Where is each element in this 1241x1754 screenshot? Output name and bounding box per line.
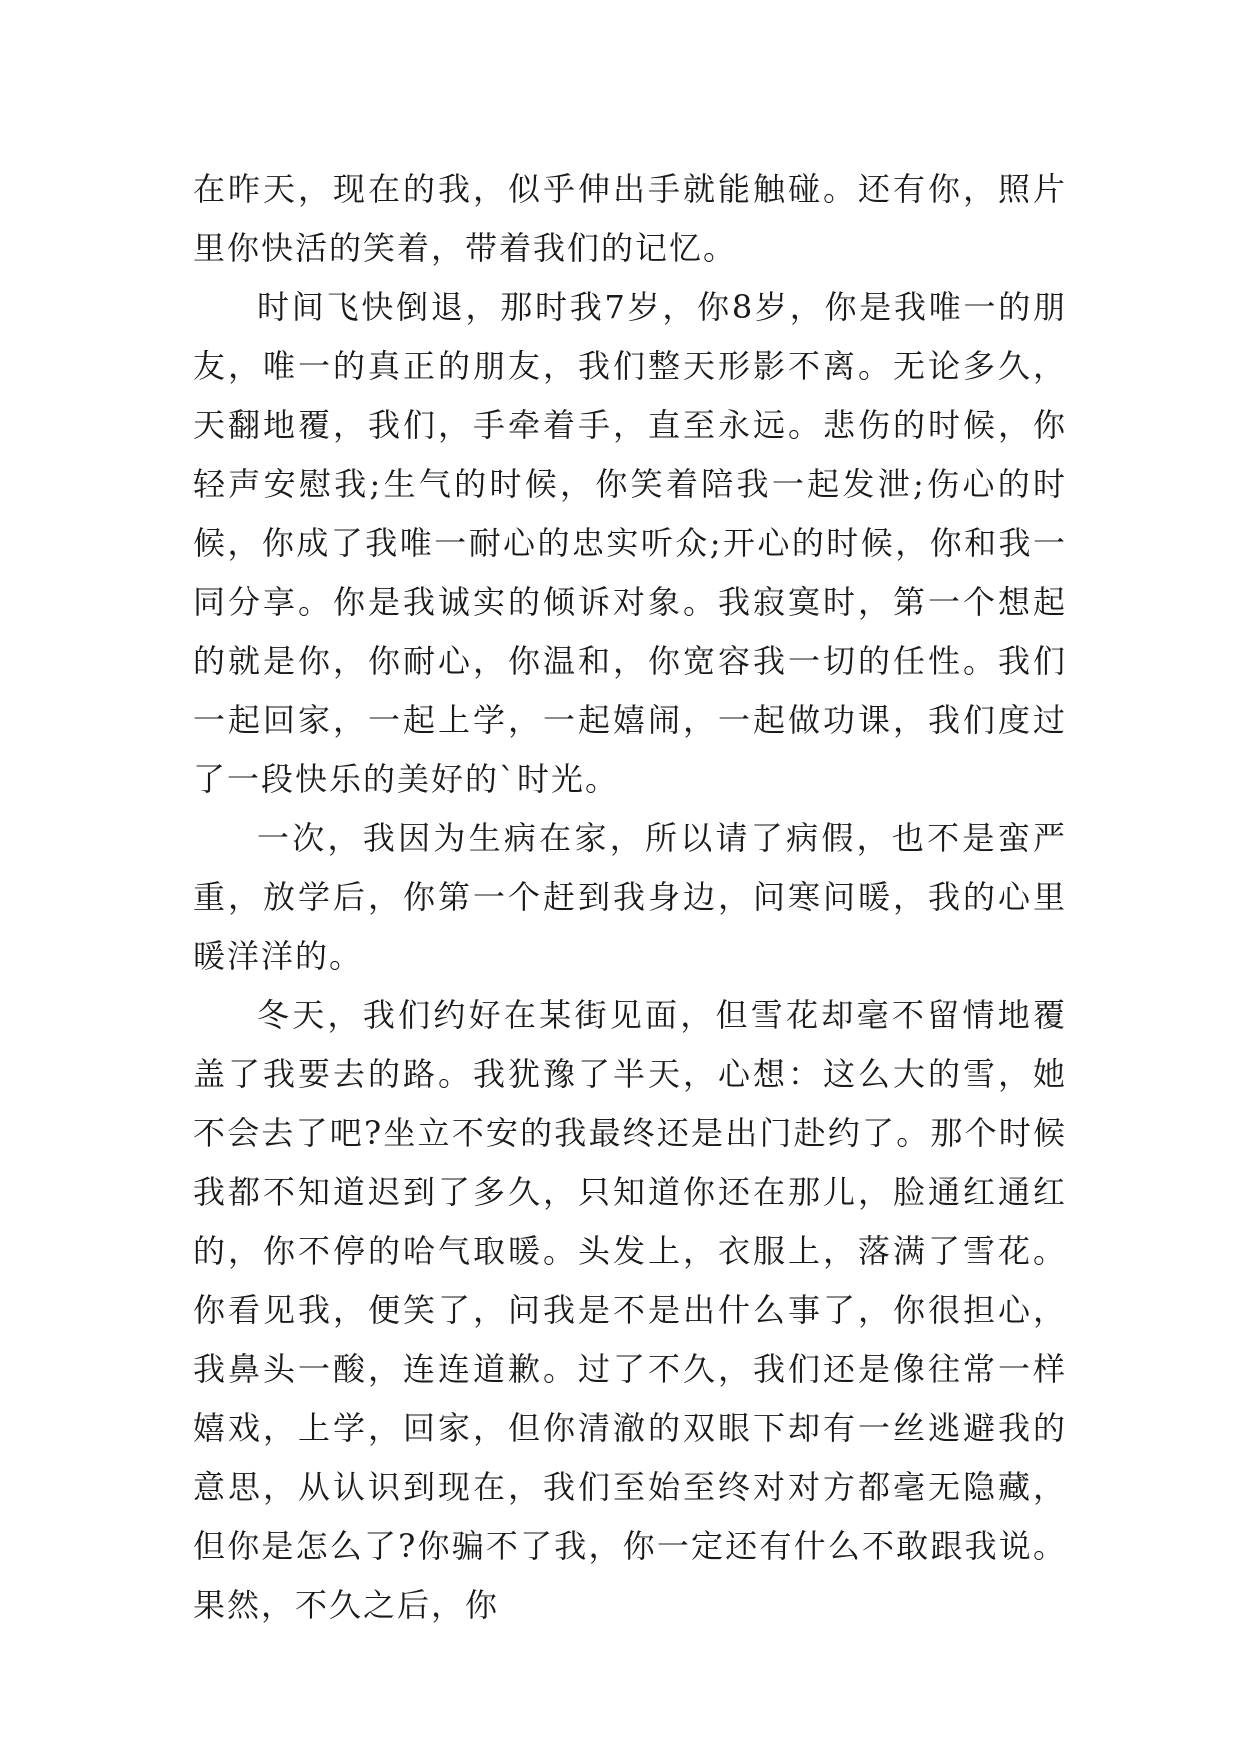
document-body xyxy=(193,160,1067,1635)
paragraph-4: 冬天，我们约好在某街见面，但雪花却毫不留情地覆盖了我要去的路。我犹豫了半天，心想：这么大的雪，她不会去了吧?坐立不安的我最终还是出门赴约了。那个时候我都不知道迟到了多久，只知道你还在那儿，脸通红通红的，你不停的哈气取暖。头发上，衣服上，落满了雪花。你看见我，便笑了，问我是不是出什么事了，你很担心，我鼻头一酸，连连道歉。过了不久，我们还是像往常一样嬉戏，上学，回家，但你清澈的双眼下却有一丝逃避我的意思，从认识到现在，我们至始至终对对方都毫无隐藏，但你是怎么了?你骗不了我，你一定还有什么不敢跟我说。果然，不久之后，你 xyxy=(193,996,1067,1624)
paragraph-3: 一次，我因为生病在家，所以请了病假，也不是蛮严重，放学后，你第一个赶到我身边，问寒问暖，我的心里暖洋洋的。 xyxy=(193,819,1067,975)
paragraph-2: 时间飞快倒退，那时我7岁，你8岁，你是我唯一的朋友，唯一的真正的朋友，我们整天形影不离。无论多久，天翻地覆，我们，手牵着手，直至永远。悲伤的时候，你轻声安慰我;生气的时候，你笑着陪我一起发泄;伤心的时候，你成了我唯一耐心的忠实听众;开心的时候，你和我一同分享。你是我诚实的倾诉对象。我寂寞时，第一个想起的就是你，你耐心，你温和，你宽容我一切的任性。我们一起回家，一起上学，一起嬉闹，一起做功课，我们度过了一段快乐的美好的`时光。 xyxy=(193,288,1067,798)
paragraph-1: 在昨天，现在的我，似乎伸出手就能触碰。还有你，照片里你快活的笑着，带着我们的记忆。 xyxy=(193,170,1067,267)
